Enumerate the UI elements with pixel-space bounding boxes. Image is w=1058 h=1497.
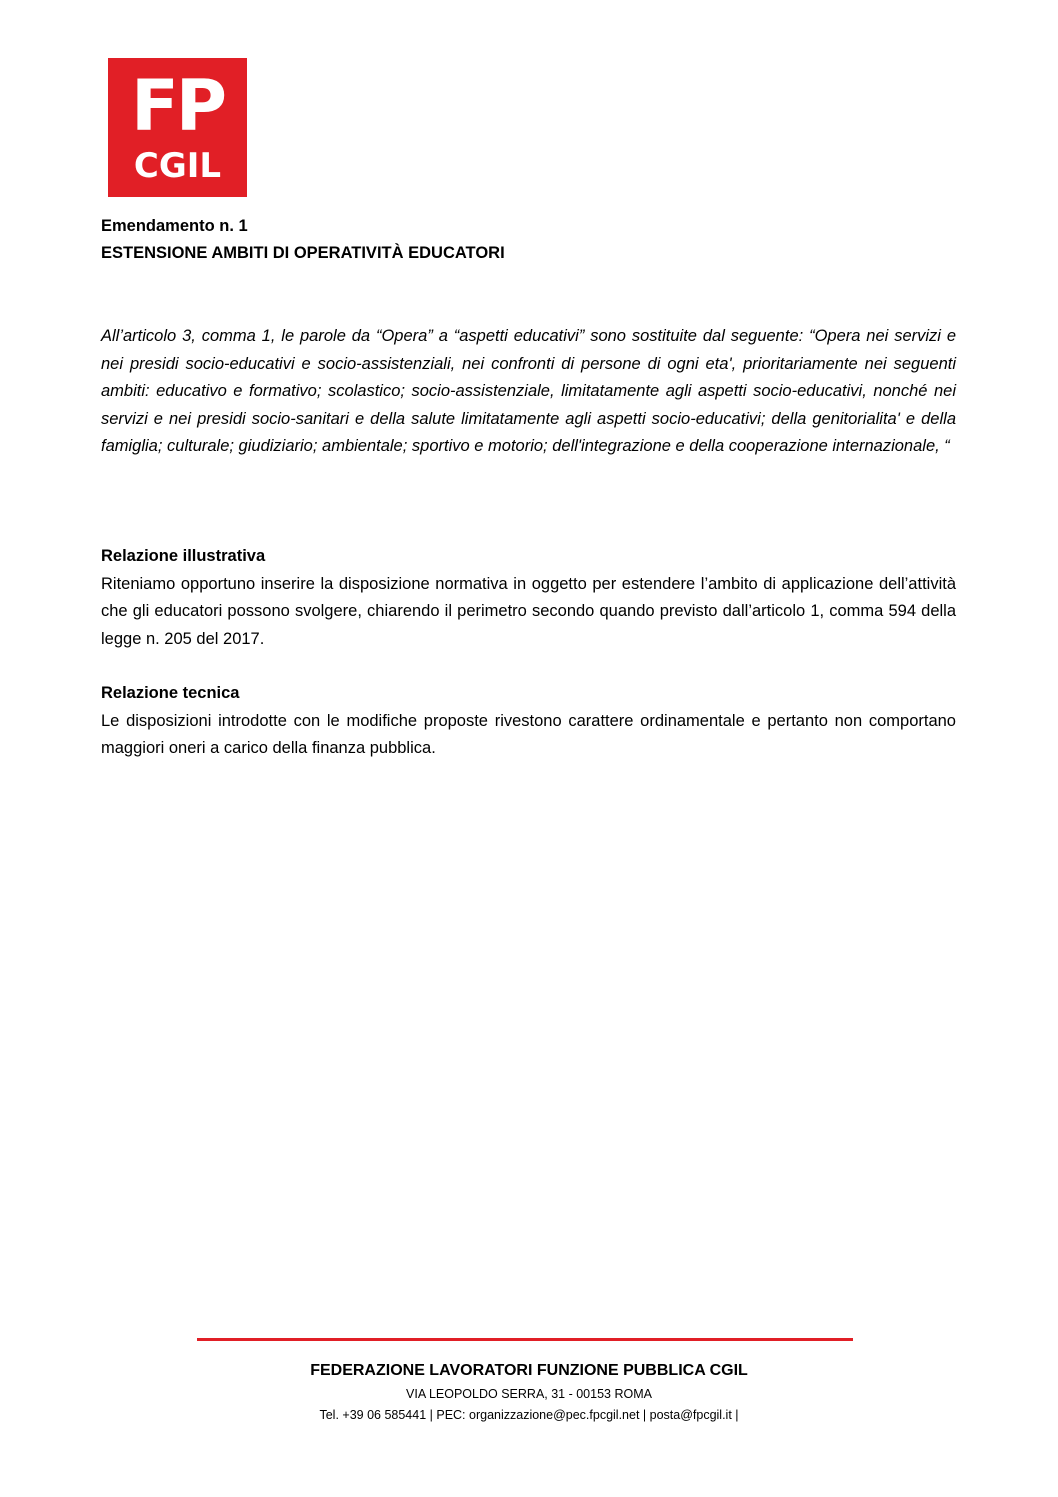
amendment-title: ESTENSIONE AMBITI DI OPERATIVITÀ EDUCATORI xyxy=(101,244,505,262)
section-body: Riteniamo opportuno inserire la disposizione normativa in oggetto per estendere l’ambito di applicazione dell’attività che gli educatori possono svolgere, chiarendo il perimetro secondo quando previsto dall’articolo 1, comma 594 della legge n. 205 del 2017. xyxy=(101,574,956,648)
section-title: Relazione tecnica xyxy=(101,684,240,702)
logo-text-cgil: CGIL xyxy=(133,146,222,186)
footer-address: VIA LEOPOLDO SERRA, 31 - 00153 ROMA xyxy=(406,1387,652,1401)
footer-organization: FEDERAZIONE LAVORATORI FUNZIONE PUBBLICA CGIL xyxy=(310,1362,748,1379)
section-relazione-tecnica xyxy=(101,680,956,763)
amendment-text: All’articolo 3, comma 1, le parole da “Opera” a “aspetti educativi” sono sostituite dal seguente: “Opera nei servizi e nei presidi socio-educativi e socio-assistenziali, nei confronti di persone di ogni eta', prioritariamente nei seguenti ambiti: educativo e formativo; scolastico; socio-assistenziale, limitatamente agli aspetti socio-educativi, nonché nei servizi e nei presidi socio-sanitari e della salute limitatamente agli aspetti socio-educativi; della genitorialita' e della famiglia; culturale; giudiziario; ambientale; sportivo e motorio; dell'integrazione e della cooperazione internazionale, “ xyxy=(101,327,956,455)
section-title: Relazione illustrativa xyxy=(101,547,266,565)
footer-divider xyxy=(197,1338,853,1341)
document-heading xyxy=(101,213,956,267)
footer-contacts: Tel. +39 06 585441 | PEC: organizzazione@pec.fpcgil.net | posta@fpcgil.it | xyxy=(319,1408,739,1422)
amendment-number: Emendamento n. 1 xyxy=(101,217,248,235)
section-body: Le disposizioni introdotte con le modifiche proposte rivestono carattere ordinamentale e pertanto non comportano maggiori oneri a carico della finanza pubblica. xyxy=(101,711,956,757)
section-relazione-illustrativa xyxy=(101,543,956,653)
logo-text-fp: FP xyxy=(130,65,225,147)
fp-cgil-logo xyxy=(108,58,247,197)
